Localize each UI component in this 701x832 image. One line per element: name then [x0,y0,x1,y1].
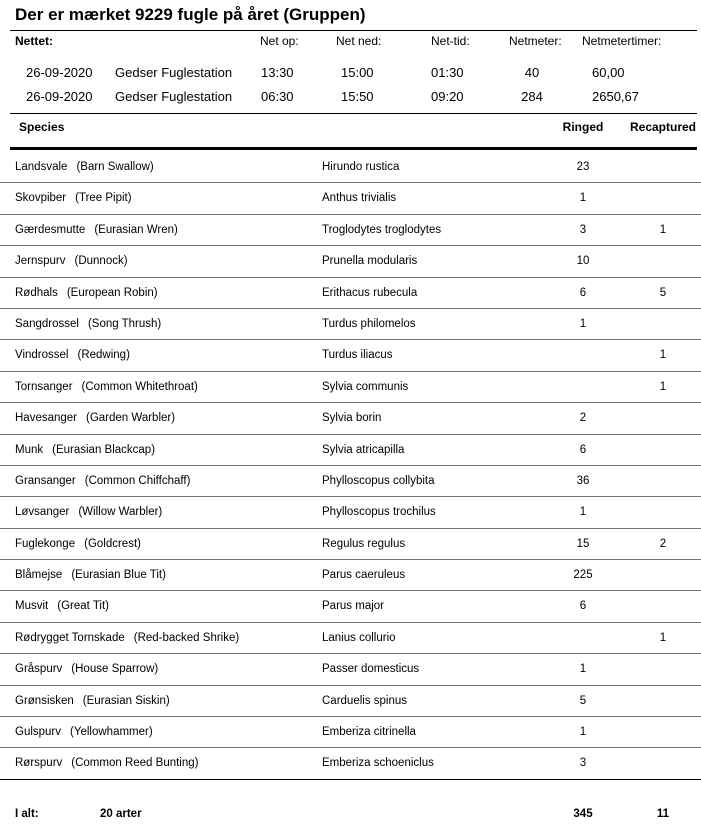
danish-name: Løvsanger [15,506,70,519]
ringed-count: 225 [573,569,593,582]
danish-name: Sangdrossel [15,317,79,330]
english-name: (Common Reed Bunting) [71,757,199,770]
ringed-count: 5 [579,694,587,707]
english-name: (Eurasian Blue Tit) [71,569,166,582]
species-name [15,506,162,518]
latin-name: Erithacus rubecula [322,286,418,299]
net-station: Gedser Fuglestation [115,65,233,80]
species-name [15,569,166,581]
nets-section-label: Nettet: [15,34,53,48]
title-divider [10,30,697,31]
latin-name: Carduelis spinus [322,694,408,707]
species-name [15,318,161,330]
species-name [15,538,141,550]
net-meter-hours: 60,00 [592,65,625,80]
net-station: Gedser Fuglestation [115,89,233,104]
latin-name: Anthus trivialis [322,192,397,205]
net-row [0,65,701,85]
danish-name: Fuglekonge [15,537,76,550]
english-name: (Eurasian Wren) [94,223,178,236]
table-row [0,529,701,560]
net-duration: 01:30 [431,65,464,80]
table-row [0,717,701,748]
totals-row [0,808,701,826]
latin-name: Turdus philomelos [322,317,416,330]
page-title: Der er mærket 9229 fugle på året (Gruppen) [15,5,366,24]
species-name [15,757,198,769]
ringed-count: 15 [576,537,590,550]
species-name [15,412,175,424]
latin-name: Lanius collurio [322,631,396,644]
danish-name: Gransanger [15,474,76,487]
danish-name: Landsvale [15,161,68,173]
english-name: (Great Tit) [57,600,109,613]
danish-name: Skovpiber [15,192,67,205]
table-row [0,435,701,466]
ringed-count: 6 [579,286,587,299]
english-name: (Tree Pipit) [75,192,132,205]
table-row [0,591,701,622]
recaptured-count: 1 [659,380,667,393]
english-name: (Dunnock) [74,255,128,268]
net-up-time: 06:30 [261,89,294,104]
species-name [15,600,109,612]
ringed-count: 1 [579,726,587,739]
net-meter-hours-header: Netmetertimer: [582,34,662,48]
totals-label: I alt: [15,808,39,820]
species-column-header: Species [19,120,65,134]
ringed-count: 23 [576,161,590,173]
table-row [0,340,701,371]
table-row [0,403,701,434]
latin-name: Emberiza citrinella [322,726,416,739]
net-meter: 284 [521,89,543,104]
latin-name: Parus major [322,600,384,613]
net-up-time: 13:30 [261,65,294,80]
species-name [15,161,154,173]
recaptured-count: 5 [659,286,667,299]
table-row [0,497,701,528]
english-name: (Red-backed Shrike) [133,631,240,644]
danish-name: Musvit [15,600,49,613]
danish-name: Havesanger [15,412,78,425]
net-duration: 09:20 [431,89,464,104]
danish-name: Blåmejse [15,569,63,582]
table-row [0,560,701,591]
english-name: (European Robin) [66,286,158,299]
ringed-count: 3 [579,757,587,770]
table-row [0,215,701,246]
net-up-header: Net op: [260,34,299,48]
species-name [15,349,130,361]
species-name [15,632,239,644]
english-name: (Song Thrush) [87,317,162,330]
table-row [0,309,701,340]
ringed-count: 1 [579,663,587,676]
ringed-count: 1 [579,192,587,205]
totals-recaptured: 11 [656,808,670,820]
latin-name: Troglodytes troglodytes [322,223,442,236]
danish-name: Tornsanger [15,380,73,393]
ringed-count: 6 [579,600,587,613]
species-name [15,726,153,738]
totals-species-count: 20 arter [100,808,142,820]
table-row [0,372,701,403]
danish-name: Gulspurv [15,726,62,739]
recaptured-count: 1 [659,349,667,362]
ringed-count: 1 [579,317,587,330]
net-down-time: 15:00 [341,65,374,80]
net-meter: 40 [524,65,540,80]
danish-name: Rørspurv [15,757,63,770]
species-name [15,192,132,204]
recaptured-count: 2 [659,537,667,550]
species-name [15,381,198,393]
recaptured-count: 1 [659,631,667,644]
latin-name: Emberiza schoeniclus [322,757,434,770]
english-name: (Barn Swallow) [76,161,154,173]
net-down-header: Net ned: [336,34,382,48]
danish-name: Jernspurv [15,255,66,268]
latin-name: Turdus iliacus [322,349,393,362]
danish-name: Gærdesmutte [15,223,86,236]
totals-ringed: 345 [573,808,593,820]
net-meter-hours: 2650,67 [592,89,639,104]
species-name [15,663,158,675]
english-name: (Yellowhammer) [70,726,153,739]
species-name [15,475,190,487]
latin-name: Phylloscopus trochilus [322,506,436,519]
latin-name: Passer domesticus [322,663,420,676]
danish-name: Grønsisken [15,694,74,707]
danish-name: Gråspurv [15,663,63,676]
species-name [15,224,178,236]
table-row [0,183,701,214]
english-name: (Redwing) [77,349,130,362]
table-row [0,466,701,497]
danish-name: Munk [15,443,44,456]
net-down-time: 15:50 [341,89,374,104]
latin-name: Phylloscopus collybita [322,474,435,487]
species-name [15,444,155,456]
ringed-count: 6 [579,443,587,456]
species-name [15,695,170,707]
ringed-column-header: Ringed [562,120,604,134]
species-table-header [0,120,701,136]
latin-name: Sylvia borin [322,412,382,425]
danish-name: Rødrygget Tornskade [15,631,125,644]
recaptured-column-header: Recaptured [629,120,697,134]
table-row [0,748,701,779]
ringed-count: 3 [579,223,587,236]
english-name: (House Sparrow) [71,663,159,676]
table-row [0,654,701,685]
table-row [0,686,701,717]
net-date: 26-09-2020 [26,65,93,80]
english-name: (Eurasian Siskin) [82,694,170,707]
species-header-divider [10,147,697,150]
table-row [0,246,701,277]
table-row [0,152,701,183]
net-time-header: Net-tid: [431,34,470,48]
species-name [15,287,158,299]
latin-name: Regulus regulus [322,537,406,550]
english-name: (Common Whitethroat) [81,380,198,393]
species-table-body [0,152,701,780]
english-name: (Garden Warbler) [86,412,176,425]
english-name: (Goldcrest) [84,537,141,550]
latin-name: Hirundo rustica [322,161,400,173]
net-meter-header: Netmeter: [509,34,562,48]
english-name: (Eurasian Blackcap) [52,443,156,456]
latin-name: Parus caeruleus [322,569,406,582]
ringed-count: 10 [576,255,590,268]
net-row [0,89,701,109]
ringed-count: 2 [579,412,587,425]
latin-name: Sylvia communis [322,380,409,393]
ringed-count: 36 [576,474,590,487]
nets-divider [10,113,697,114]
net-date: 26-09-2020 [26,89,93,104]
table-row [0,278,701,309]
table-row [0,623,701,654]
latin-name: Sylvia atricapilla [322,443,405,456]
species-name [15,255,128,267]
latin-name: Prunella modularis [322,255,418,268]
danish-name: Rødhals [15,286,58,299]
ringed-count: 1 [579,506,587,519]
english-name: (Common Chiffchaff) [84,474,191,487]
english-name: (Willow Warbler) [78,506,163,519]
recaptured-count: 1 [659,223,667,236]
danish-name: Vindrossel [15,349,69,362]
